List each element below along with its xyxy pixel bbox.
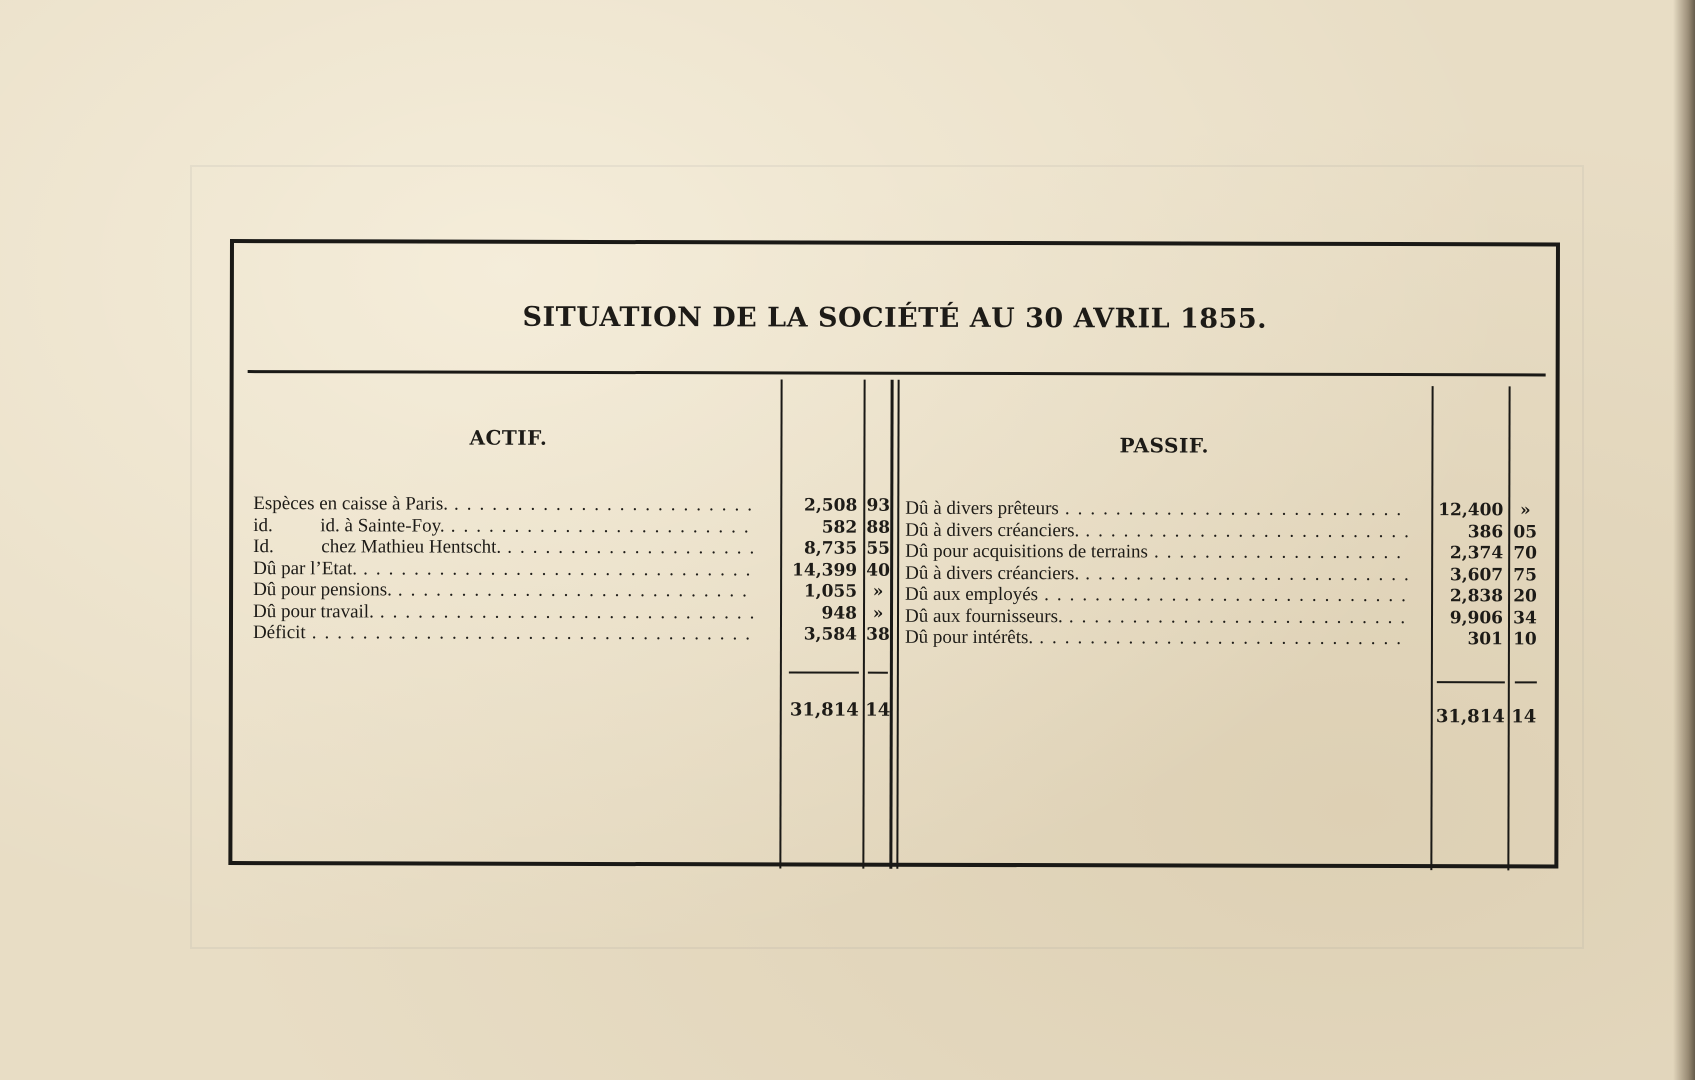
leader-dots: ............................. xyxy=(1039,627,1410,650)
ledger-row xyxy=(253,557,890,582)
row-label: Dû pour pensions. xyxy=(253,579,392,601)
row-amount: 301 xyxy=(1467,629,1503,650)
ledger-row xyxy=(253,601,883,625)
table-frame xyxy=(228,239,1560,868)
leader-dots: .................... xyxy=(507,536,763,559)
row-amount: 1,055 xyxy=(803,581,858,602)
row-cents: 40 xyxy=(866,560,890,581)
row-amount: 2,374 xyxy=(1449,543,1504,564)
center-divider-right xyxy=(896,380,899,869)
row-label: Dû aux employés xyxy=(905,583,1039,606)
row-cents: 93 xyxy=(866,495,891,516)
row-amount: 14,399 xyxy=(792,559,858,581)
leader-dots: ........................ xyxy=(450,515,757,537)
row-amount: 9,906 xyxy=(1449,607,1504,628)
row-amount: 2,838 xyxy=(1449,586,1504,607)
leader-dots: ............................ xyxy=(397,579,755,602)
row-cents: 75 xyxy=(1513,564,1537,585)
row-amount: 2,508 xyxy=(804,495,858,516)
ledger-row xyxy=(253,514,891,539)
leader-dots: ........................... xyxy=(1064,498,1410,521)
row-label: Dû aux fournisseurs. xyxy=(904,605,1063,627)
passif-total-cents-rule xyxy=(1515,681,1537,683)
row-label: Dû pour travail. xyxy=(252,600,374,622)
row-amount: 3,607 xyxy=(1449,564,1504,585)
row-cents: 10 xyxy=(1513,629,1537,650)
leader-dots: .......................... xyxy=(1085,519,1417,542)
row-amount: 12,400 xyxy=(1438,500,1504,521)
row-cents: 38 xyxy=(866,624,890,645)
row-label: Dû à divers prêteurs xyxy=(905,497,1059,520)
actif-total-rule xyxy=(789,671,859,673)
leader-dots: .......................... xyxy=(1085,562,1417,585)
row-cents: 55 xyxy=(866,538,891,559)
ledger-row xyxy=(905,519,1545,543)
page-edge-shadow xyxy=(1673,0,1695,1080)
actif-total-cents-rule xyxy=(868,672,888,674)
row-label: Id. chez Mathieu Hentscht. xyxy=(253,536,502,558)
leader-dots: .................... xyxy=(1153,541,1409,564)
leader-dots: ............................. xyxy=(1044,584,1414,607)
actif-total-amount: 31,814 xyxy=(789,699,859,721)
row-label: Déficit xyxy=(252,622,306,644)
leader-dots: ........................... xyxy=(1068,605,1414,628)
row-label: id. id. à Sainte-Foy. xyxy=(253,514,445,537)
row-label: Dû à divers créanciers. xyxy=(905,519,1080,541)
ledger-row xyxy=(253,579,883,603)
row-cents: » xyxy=(872,581,884,602)
actif-total-cents: 14 xyxy=(865,699,891,721)
row-label: Dû à divers créanciers. xyxy=(905,562,1080,584)
ledger-row xyxy=(252,622,890,646)
actif-heading: ACTIF. xyxy=(469,425,548,450)
row-cents: » xyxy=(1519,500,1531,521)
row-label: Dû par l’Etat. xyxy=(253,557,358,579)
leader-dots: ........................ xyxy=(454,493,761,516)
ledger-row xyxy=(905,627,1545,651)
title-rule xyxy=(248,370,1546,376)
ledger-row xyxy=(905,584,1545,608)
ledger-row xyxy=(905,498,1545,522)
row-cents: 05 xyxy=(1513,521,1538,542)
passif-heading: PASSIF. xyxy=(1119,433,1210,458)
passif-total-rule xyxy=(1437,681,1505,683)
passif-total-cents: 14 xyxy=(1511,706,1537,728)
row-amount: 386 xyxy=(1467,521,1504,542)
row-cents: 20 xyxy=(1513,586,1537,607)
row-amount: 948 xyxy=(821,603,858,624)
ledger-row xyxy=(253,536,891,560)
row-cents: 70 xyxy=(1513,543,1538,564)
leader-dots: .............................. xyxy=(379,600,763,623)
ledger-row xyxy=(905,562,1545,586)
ledger-row xyxy=(905,541,1545,565)
row-label: Espèces en caisse à Paris. xyxy=(253,493,449,515)
row-amount: 3,584 xyxy=(803,624,857,645)
row-cents: 34 xyxy=(1513,607,1537,628)
row-cents: 88 xyxy=(866,517,891,538)
passif-total-amount: 31,814 xyxy=(1435,706,1505,728)
row-amount: 8,735 xyxy=(803,538,858,559)
row-label: Dû pour acquisitions de terrains xyxy=(905,540,1148,563)
ledger-row xyxy=(253,493,891,517)
row-cents: » xyxy=(872,603,884,624)
row-amount: 582 xyxy=(821,517,858,538)
leader-dots: ................................... xyxy=(311,622,759,645)
ledger-row xyxy=(905,605,1545,629)
page-title: SITUATION DE LA SOCIÉTÉ AU 30 AVRIL 1855. xyxy=(522,301,1268,335)
row-label: Dû pour intérêts. xyxy=(904,626,1034,649)
leader-dots: ............................... xyxy=(363,557,759,580)
